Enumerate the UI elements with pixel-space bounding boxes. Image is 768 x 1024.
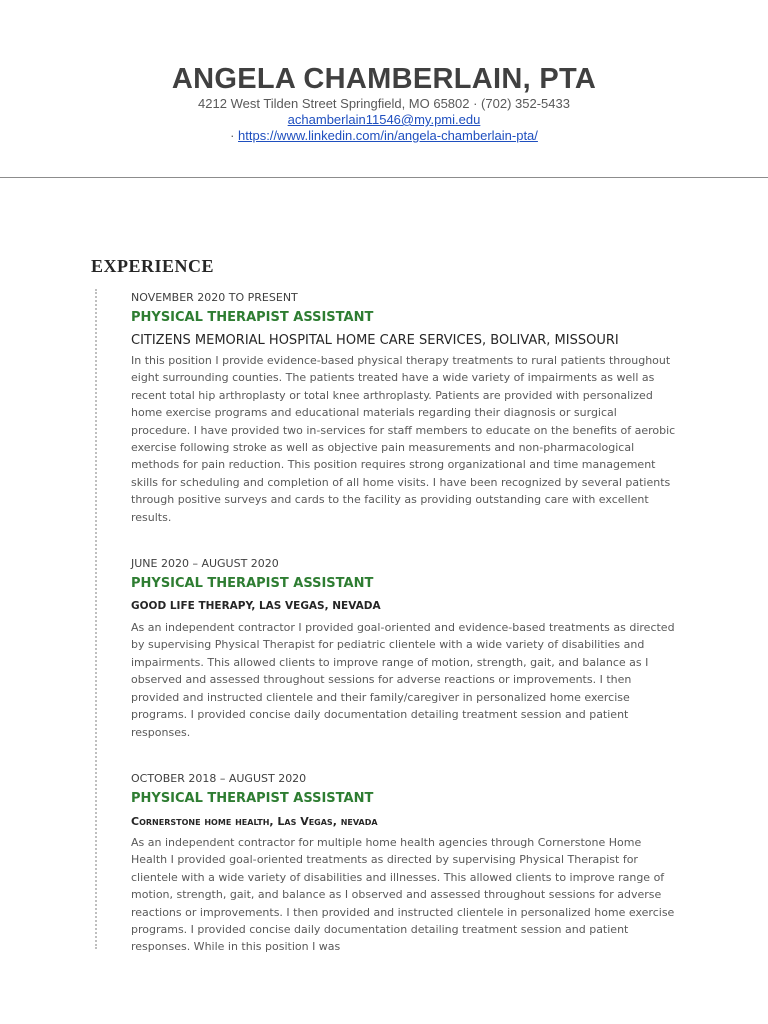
experience-entry bbox=[131, 556, 679, 741]
entry-date: JUNE 2020 – AUGUST 2020 bbox=[131, 557, 279, 571]
entry-date: OCTOBER 2018 – AUGUST 2020 bbox=[131, 771, 307, 785]
resume-header bbox=[0, 0, 768, 144]
header-divider bbox=[0, 177, 768, 178]
address-phone: 4212 West Tilden Street Springfield, MO 65802 · (702) 352-5433 bbox=[198, 96, 570, 111]
applicant-name: ANGELA CHAMBERLAIN, PTA bbox=[171, 63, 597, 95]
entry-description: In this position I provide evidence-based physical therapy treatments to rural patients throughout eight surrounding counties. The patients treated have a wide variety of impairments as well as recent total hip arthroplasty or total knee arthroplasty. Patients are provided with personalized home exercise programs and educational materials regarding their diagnosis or surgical procedure. I have provided two in-services for staff members to educate on the benefits of aerobic exercise following stroke as well as objective pain measurements and non-pharmacological methods for pain reduction. This position requires strong organizational and time management skills for scheduling and completion of all home visits. I have been recognized by several patients through positive surveys and cards to the facility as providing outstanding care with excellent results. bbox=[131, 354, 676, 524]
entry-company: GOOD LIFE THERAPY, LAS VEGAS, NEVADA bbox=[131, 600, 381, 613]
entry-role: PHYSICAL THERAPIST ASSISTANT bbox=[131, 310, 374, 325]
linkedin-line bbox=[0, 128, 768, 144]
email-link[interactable]: achamberlain11546@my.pmi.edu bbox=[287, 112, 481, 127]
entry-role: PHYSICAL THERAPIST ASSISTANT bbox=[131, 576, 374, 592]
entry-company: Cornerstone home health, Las Vegas, nevada bbox=[131, 814, 378, 828]
entry-description: As an independent contractor I provided goal-oriented and evidence-based treatments as directed by supervising Physical Therapist for pediatric clientele with a wide variety of disabilities and impairments. This allowed clients to improve range of motion, strength, gait, and balance as I observed and assessed throughout sessions for adverse reactions or improvements. I then provided and instructed clientele and their family/caregiver in personalized home exercise programs. I provided concise daily documentation detailing treatment session and patient responses. bbox=[131, 621, 675, 739]
entry-company: CITIZENS MEMORIAL HOSPITAL HOME CARE SERVICES, BOLIVAR, MISSOURI bbox=[131, 333, 619, 348]
timeline-dotted-line bbox=[95, 289, 97, 949]
entry-description: As an independent contractor for multiple home health agencies through Cornerstone Home Health I provided goal-oriented treatments as directed by supervising Physical Therapist for clientele with a wide variety of disabilities and illnesses. This allowed clients to improve range of motion, strength, gait, and balance as I observed and assessed throughout sessions for adverse reactions or improvements. I then provided and instructed clientele in personalized home exercise programs. I provided concise daily documentation detailing treatment session and patient responses. While in this position I was bbox=[131, 835, 675, 954]
experience-entry bbox=[131, 771, 679, 956]
experience-entry bbox=[131, 290, 679, 526]
experience-list bbox=[131, 290, 679, 986]
entry-date: NOVEMBER 2020 TO PRESENT bbox=[131, 291, 298, 304]
section-title-experience: EXPERIENCE bbox=[91, 256, 215, 276]
linkedin-separator: · bbox=[230, 128, 239, 143]
entry-role: PHYSICAL THERAPIST ASSISTANT bbox=[131, 790, 374, 806]
email-line bbox=[0, 112, 768, 128]
linkedin-link[interactable]: https://www.linkedin.com/in/angela-chamberlain-pta/ bbox=[238, 128, 538, 143]
